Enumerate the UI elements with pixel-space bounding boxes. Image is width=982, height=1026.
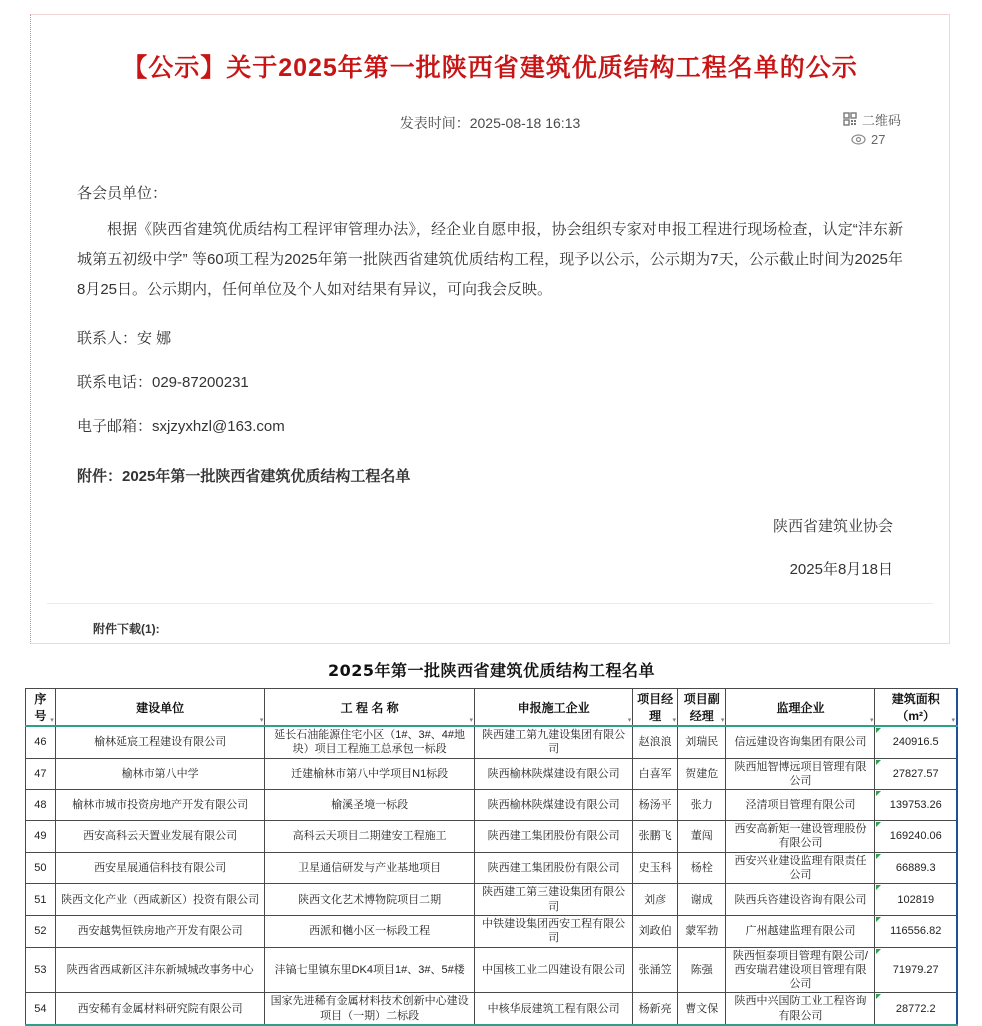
column-header-label: 监理企业 xyxy=(776,700,825,715)
cell-text: 谢成 xyxy=(690,893,713,906)
table-row xyxy=(26,947,958,993)
qr-code-label[interactable]: 二维码 xyxy=(861,112,901,128)
publish-time: 发表时间：2025-08-18 16:13 xyxy=(399,115,581,131)
table-row xyxy=(26,884,958,916)
cell-text: 西派和樾小区一标段工程 xyxy=(309,925,431,938)
cell-text: 蒙军勃 xyxy=(685,925,719,938)
cell-text: 陕西建工第九建设集团有限公司 xyxy=(482,729,626,756)
cell-text: 54 xyxy=(34,1002,47,1015)
announcement-body xyxy=(77,183,903,487)
cell-text: 广州越建监理有限公司 xyxy=(745,925,856,938)
page-title: 【公示】关于2025年第一批陕西省建筑优质结构工程名单的公示 xyxy=(122,54,858,82)
attachment-download-label[interactable]: 附件下载(1): xyxy=(93,622,160,636)
cell-text: 西安越隽恒铁房地产开发有限公司 xyxy=(77,925,243,938)
project-table-section xyxy=(25,658,958,1026)
cell-text: 张鹏飞 xyxy=(638,830,672,843)
green-corner-indicator xyxy=(876,822,881,827)
cell-text: 刘瑞民 xyxy=(685,736,719,749)
cell-text: 中国核工业二四建设有限公司 xyxy=(482,963,626,976)
cell-text: 曹文保 xyxy=(685,1002,719,1015)
salutation: 各会员单位： xyxy=(77,185,168,202)
cell-text: 陕西建工集团股份有限公司 xyxy=(487,830,620,843)
cell-text: 陕西建工第三建设集团有限公司 xyxy=(482,886,626,913)
cell-text: 49 xyxy=(34,830,47,843)
cell-text: 榆林延宸工程建设有限公司 xyxy=(94,736,227,749)
qr-code-row[interactable] xyxy=(843,109,901,129)
cell-text: 48 xyxy=(34,799,47,812)
cell-text: 陕西文化产业（西咸新区）投资有限公司 xyxy=(61,893,260,906)
cell-text: 刘政伯 xyxy=(638,925,672,938)
table-row xyxy=(26,915,958,947)
cell-text: 迁建榆林市第八中学项目N1标段 xyxy=(291,767,449,780)
cell-text: 陕西榆林陕煤建设有限公司 xyxy=(487,799,620,812)
cell-text: 中铁建设集团西安工程有限公司 xyxy=(482,917,626,945)
table-body xyxy=(26,726,958,1025)
cell-text: 张涌笠 xyxy=(638,963,672,976)
cell-text: 240916.5 xyxy=(892,736,939,749)
filter-arrow-icon[interactable]: ▾ xyxy=(627,717,632,724)
cell-text: 102819 xyxy=(897,893,935,906)
cell-text: 榆林市第八中学 xyxy=(121,767,199,780)
table-header-row xyxy=(26,689,958,727)
divider xyxy=(47,603,933,604)
cell-text: 陕西建工集团股份有限公司 xyxy=(487,861,620,874)
filter-arrow-icon[interactable]: ▾ xyxy=(720,717,725,724)
cell-text: 信远建设咨询集团有限公司 xyxy=(734,736,867,749)
cell-text: 陕西中兴国防工业工程咨询有限公司 xyxy=(734,995,867,1022)
cell-text: 杨新亮 xyxy=(638,1002,672,1015)
table-row xyxy=(26,758,958,790)
cell-text: 陕西旭智博远项目管理有限公司 xyxy=(734,760,867,787)
cell-text: 中核华辰建筑工程有限公司 xyxy=(487,1002,620,1015)
table-row xyxy=(26,993,958,1025)
contact-email: 电子邮箱：sxjzyxhzl@163.com xyxy=(77,418,285,435)
cell-text: 贺建危 xyxy=(685,767,719,780)
column-header-label: 建设单位 xyxy=(136,700,185,715)
green-corner-indicator xyxy=(876,728,881,733)
cell-text: 延长石油能源住宅小区（1#、3#、4#地块）项目工程施工总承包一标段 xyxy=(274,729,466,756)
cell-text: 陕西榆林陕煤建设有限公司 xyxy=(487,767,620,780)
cell-text: 史玉科 xyxy=(638,861,672,874)
body-paragraph: 根据《陕西省建筑优质结构工程评审管理办法》，经企业自愿申报，协会组织专家对申报工程进行现场检查，认定“沣东新城第五初级中学” 等60项工程为2025年第一批陕西省建筑优质结构工程，现予以公示，公示期为7天，公示截止时间为2025年8月25日。公示期内，任何单位及个人如对结果有异议，可向我会反映。 xyxy=(77,221,903,298)
eye-icon xyxy=(851,134,866,145)
cell-text: 榆溪圣境一标段 xyxy=(331,799,409,812)
green-corner-indicator xyxy=(876,994,881,999)
cell-text: 27827.57 xyxy=(892,767,939,780)
filter-arrow-icon[interactable]: ▾ xyxy=(951,717,955,724)
filter-arrow-icon[interactable]: ▾ xyxy=(50,717,54,724)
view-count: 27 xyxy=(870,131,886,147)
cell-text: 52 xyxy=(34,925,47,938)
cell-text: 陕西兵咨建设咨询有限公司 xyxy=(734,893,867,906)
cell-text: 董闯 xyxy=(690,830,713,843)
cell-text: 71979.27 xyxy=(892,963,939,976)
cell-text: 陕西省西咸新区沣东新城城改事务中心 xyxy=(66,963,254,976)
cell-text: 西安高科云天置业发展有限公司 xyxy=(83,830,238,843)
signature-block xyxy=(31,515,893,579)
cell-text: 66889.3 xyxy=(895,861,936,874)
cell-text: 西安星展通信科技有限公司 xyxy=(94,861,227,874)
cell-text: 西安兴业建设监理有限责任公司 xyxy=(734,854,867,882)
cell-text: 47 xyxy=(34,767,47,780)
cell-text: 国家先进稀有金属材料技术创新中心建设项目（一期）二标段 xyxy=(270,995,469,1022)
column-header-label: 项目经理 xyxy=(637,692,674,723)
view-count-row xyxy=(851,129,901,149)
cell-text: 张力 xyxy=(690,799,713,812)
attachment-line: 附件：2025年第一批陕西省建筑优质结构工程名单 xyxy=(77,468,411,485)
cell-text: 53 xyxy=(34,963,47,976)
column-header-label: 建筑面积（m²） xyxy=(891,692,940,723)
signature-org: 陕西省建筑业协会 xyxy=(772,518,893,535)
cell-text: 西安稀有金属材料研究院有限公司 xyxy=(77,1002,243,1015)
cell-text: 刘彦 xyxy=(644,893,667,906)
contact-phone: 联系电话：029-87200231 xyxy=(77,374,249,391)
cell-text: 169240.06 xyxy=(889,830,942,843)
signature-date: 2025年8月18日 xyxy=(789,561,893,578)
green-corner-indicator xyxy=(876,760,881,765)
filter-arrow-icon[interactable]: ▾ xyxy=(469,717,473,724)
cell-text: 西安高新矩一建设管理股份有限公司 xyxy=(734,823,867,850)
table-row xyxy=(26,790,958,821)
cell-text: 榆林市城市投资房地产开发有限公司 xyxy=(72,799,249,812)
project-table xyxy=(25,688,958,1026)
cell-text: 139753.26 xyxy=(889,799,942,812)
green-corner-indicator xyxy=(876,917,881,922)
green-corner-indicator xyxy=(876,854,881,859)
green-corner-indicator xyxy=(876,949,881,954)
green-corner-indicator xyxy=(876,885,881,890)
cell-text: 白喜军 xyxy=(638,767,672,780)
filter-arrow-icon[interactable]: ▾ xyxy=(672,717,676,724)
cell-text: 杨栓 xyxy=(690,861,713,874)
cell-text: 陈强 xyxy=(690,963,713,976)
cell-text: 高科云天项目二期建安工程施工 xyxy=(292,830,447,843)
column-header-label: 项目副经理 xyxy=(683,692,720,723)
contact-person: 联系人：安 娜 xyxy=(77,330,172,347)
cell-text: 卫星通信研发与产业基地项目 xyxy=(298,861,442,874)
cell-text: 陕西恒泰项目管理有限公司/西安瑞君建设项目管理有限公司 xyxy=(732,949,868,991)
cell-text: 46 xyxy=(34,736,47,749)
column-header-label: 申报施工企业 xyxy=(517,700,590,715)
green-corner-indicator xyxy=(876,791,881,796)
column-header-label: 工 程 名 称 xyxy=(340,700,399,715)
table-row xyxy=(26,821,958,853)
table-title: 2025年第一批陕西省建筑优质结构工程名单 xyxy=(327,661,656,680)
cell-text: 28772.2 xyxy=(895,1002,936,1015)
cell-text: 泾清项目管理有限公司 xyxy=(745,799,856,812)
cell-text: 杨汤平 xyxy=(638,799,672,812)
cell-text: 116556.82 xyxy=(890,925,942,938)
cell-text: 51 xyxy=(34,893,47,906)
meta-row xyxy=(31,111,949,155)
table-row xyxy=(26,852,958,884)
cell-text: 沣镐七里镇东里DK4项目1#、3#、5#楼 xyxy=(274,963,465,976)
cell-text: 50 xyxy=(34,861,47,874)
qr-code-icon[interactable] xyxy=(843,112,857,126)
filter-arrow-icon[interactable]: ▾ xyxy=(869,717,874,724)
announcement-card xyxy=(30,14,950,644)
cell-text: 陕西文化艺术博物院项目二期 xyxy=(298,893,442,906)
table-row xyxy=(26,726,958,758)
meta-widgets xyxy=(843,109,901,149)
filter-arrow-icon[interactable]: ▾ xyxy=(259,717,264,724)
cell-text: 赵浪浪 xyxy=(638,736,672,749)
column-header-label: 序号 xyxy=(34,692,47,723)
